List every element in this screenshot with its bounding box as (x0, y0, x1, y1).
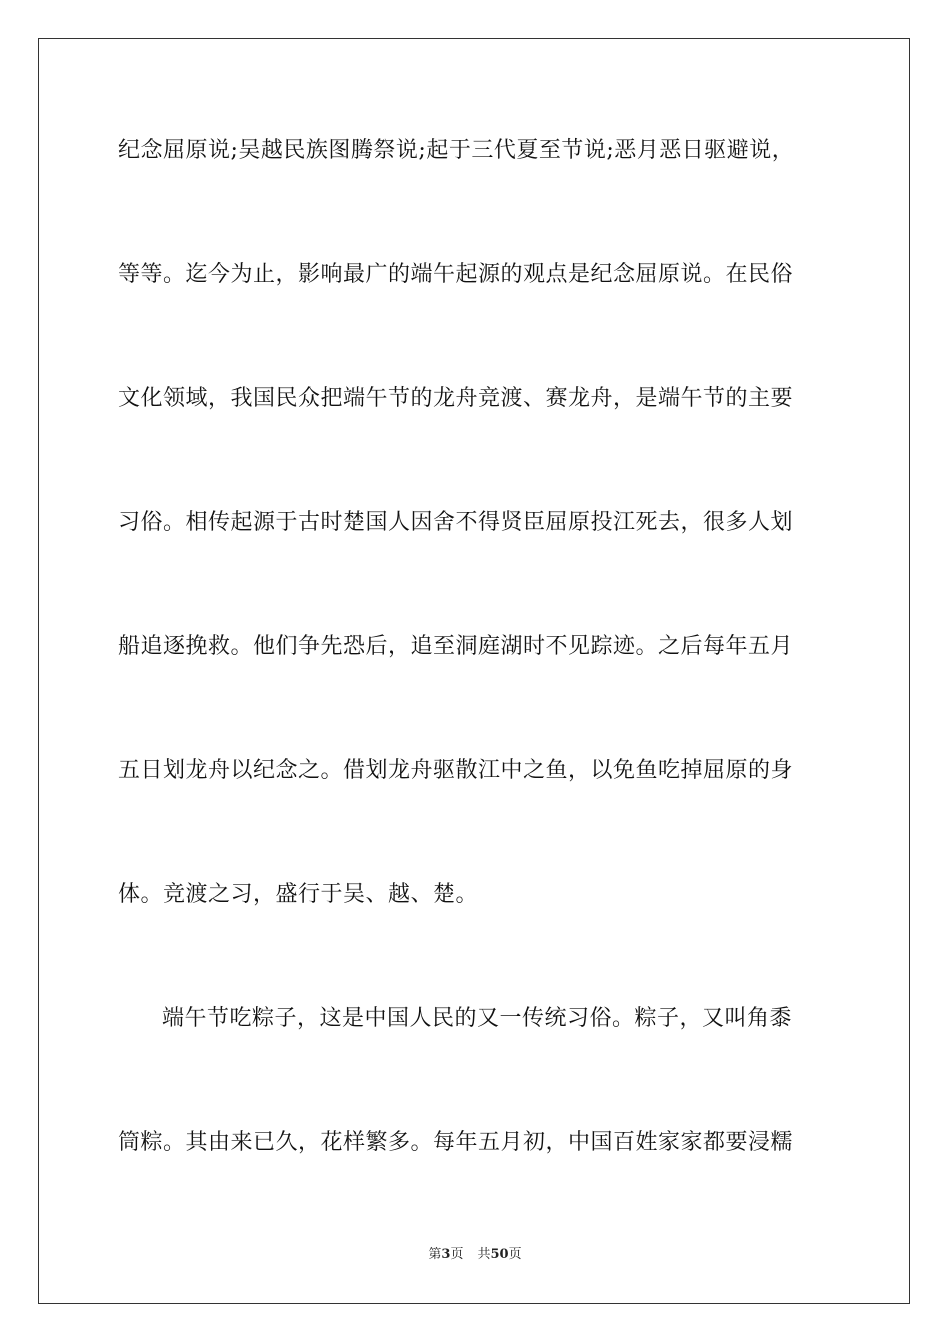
paragraph-line-2: 等等。迄今为止，影响最广的端午起源的观点是纪念屈原说。在民俗 (118, 262, 794, 287)
paragraph-line-5: 船追逐挽救。他们争先恐后，追至洞庭湖时不见踪迹。之后每年五月 (118, 634, 794, 659)
total-label-suffix: 页 (508, 1247, 522, 1262)
page-border (38, 38, 910, 1304)
paragraph-line-6: 五日划龙舟以纪念之。借划龙舟驱散江中之鱼，以免鱼吃掉屈原的身 (118, 758, 794, 783)
paragraph-line-3: 文化领域，我国民众把端午节的龙舟竞渡、赛龙舟，是端午节的主要 (118, 386, 794, 411)
page-label-suffix: 页 (450, 1247, 464, 1262)
page-label-prefix: 第 (428, 1247, 442, 1262)
total-pages: 50 (490, 1247, 509, 1262)
total-label-prefix: 共 (477, 1247, 491, 1262)
paragraph-line-1: 纪念屈原说;吴越民族图腾祭说;起于三代夏至节说;恶月恶日驱避说， (118, 138, 795, 163)
paragraph-line-9: 筒粽。其由来已久，花样繁多。每年五月初，中国百姓家家都要浸糯 (118, 1130, 794, 1155)
page-number: 3 (441, 1247, 451, 1262)
paragraph-line-4: 习俗。相传起源于古时楚国人因舍不得贤臣屈原投江死去，很多人划 (118, 510, 794, 535)
paragraph-line-8: 端午节吃粽子，这是中国人民的又一传统习俗。粽子，又叫角黍 (162, 1006, 793, 1031)
page-footer (0, 1246, 950, 1264)
paragraph-line-7: 体。竞渡之习，盛行于吴、越、楚。 (118, 882, 479, 907)
